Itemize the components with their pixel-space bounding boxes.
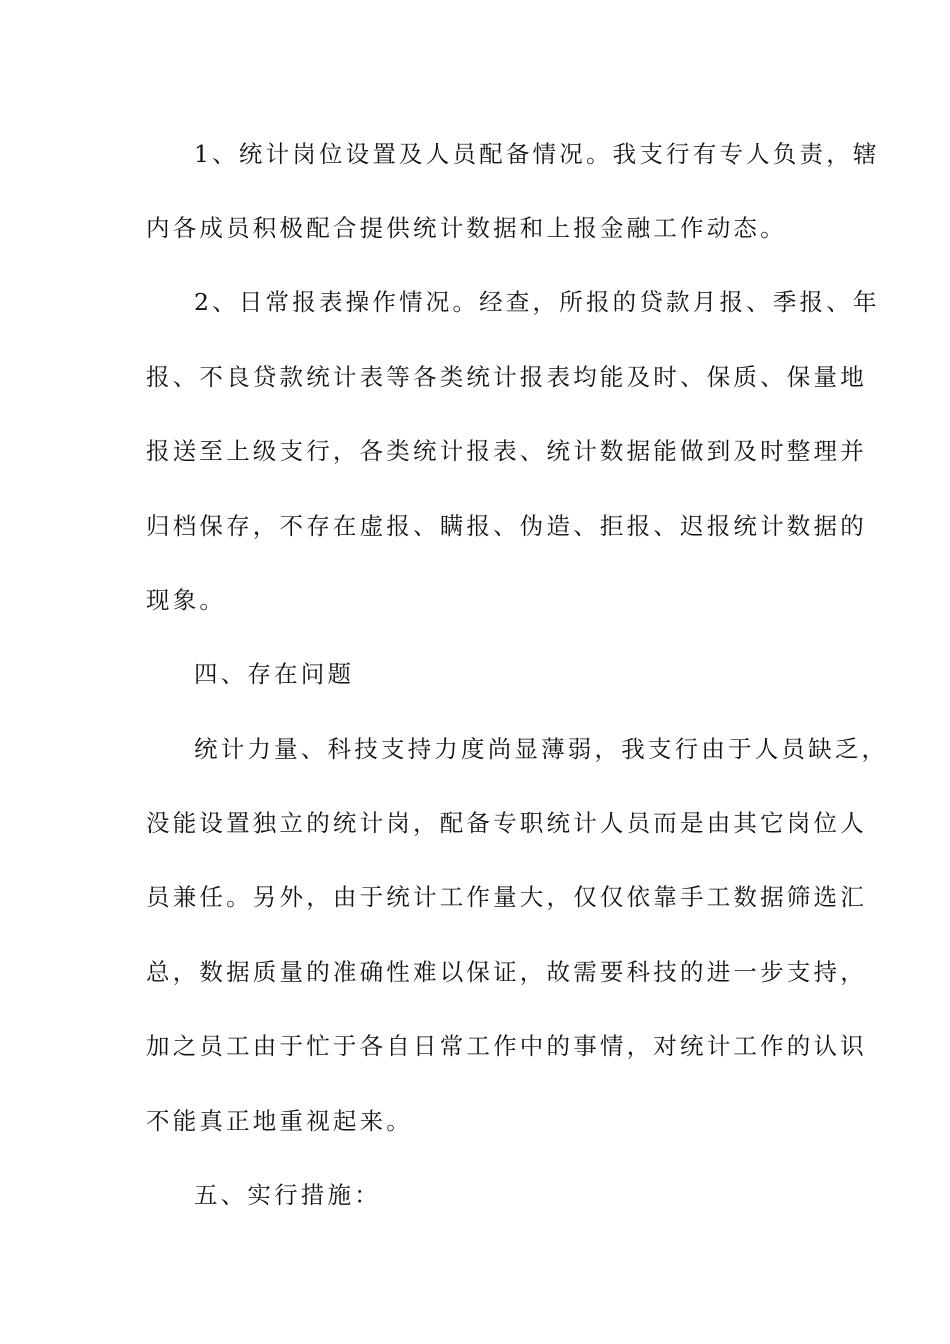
paragraph-3-line-2: 没能设置独立的统计岗，配备专职统计人员而是由其它岗位人 xyxy=(146,809,867,837)
paragraph-2-line-1: 2、日常报表操作情况。经查，所报的贷款月报、季报、年 xyxy=(194,288,880,316)
paragraph-2-line-2: 报、不良贷款统计表等各类统计报表均能及时、保质、保量地 xyxy=(146,363,867,391)
paragraph-1-line-1: 1、统计岗位设置及人员配备情况。我支行有专人负责，辖 xyxy=(194,140,880,168)
paragraph-2-line-4: 归档保存，不存在虚报、瞒报、伪造、拒报、迟报统计数据的 xyxy=(146,512,867,540)
paragraph-3-line-5: 加之员工由于忙于各自日常工作中的事情，对统计工作的认识 xyxy=(146,1032,867,1060)
paragraph-3-line-6: 不能真正地重视起来。 xyxy=(146,1107,413,1135)
paragraph-2-line-5: 现象。 xyxy=(146,586,227,614)
paragraph-1-line-2: 内各成员积极配合提供统计数据和上报金融工作动态。 xyxy=(146,214,787,242)
paragraph-3-line-1: 统计力量、科技支持力度尚显薄弱，我支行由于人员缺乏， xyxy=(194,735,889,763)
section-heading-problems: 四、存在问题 xyxy=(194,660,355,688)
paragraph-3-line-3: 员兼任。另外，由于统计工作量大，仅仅依靠手工数据筛选汇 xyxy=(146,883,867,911)
paragraph-3-line-4: 总，数据质量的准确性难以保证，故需要科技的进一步支持， xyxy=(146,958,867,986)
section-heading-measures: 五、实行措施： xyxy=(194,1181,381,1209)
paragraph-2-line-3: 报送至上级支行，各类统计报表、统计数据能做到及时整理并 xyxy=(146,437,867,465)
